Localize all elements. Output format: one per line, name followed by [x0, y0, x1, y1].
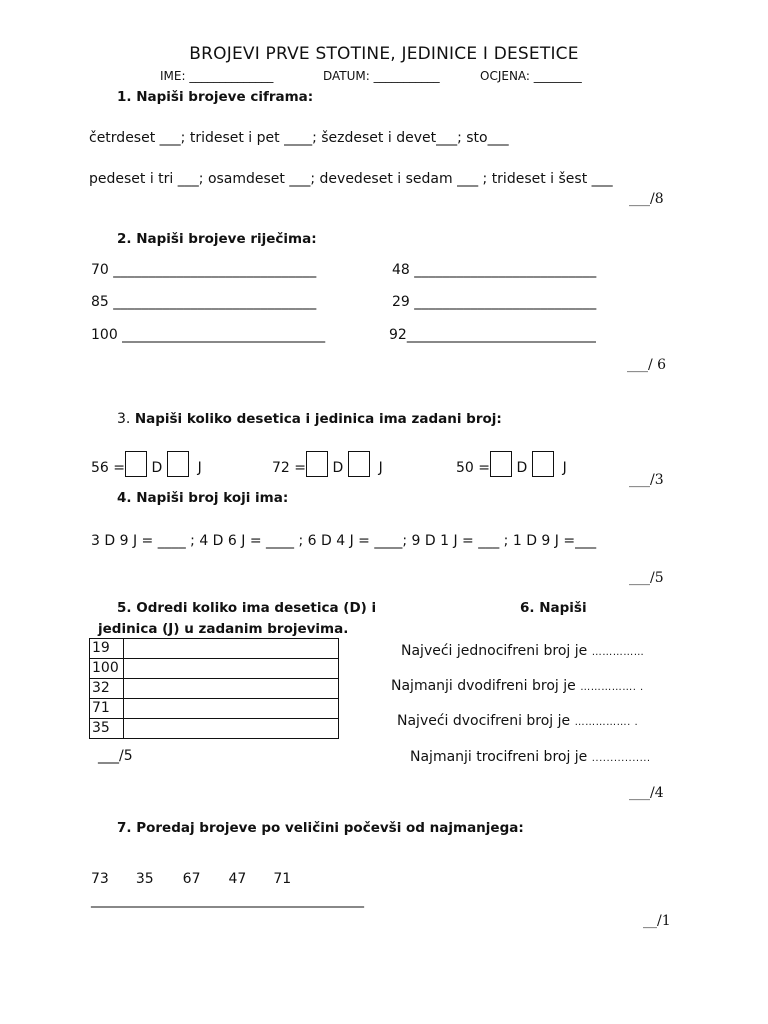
task6-answer-dots[interactable]: …………… — [591, 647, 645, 658]
table-answer-cell[interactable] — [124, 699, 339, 719]
ones-letter: J — [197, 460, 202, 476]
task3-score: ___/3 — [629, 472, 664, 488]
task6-answer-dots[interactable]: ……………. . — [574, 717, 639, 728]
ones-answer-box[interactable] — [532, 451, 554, 477]
task3-number: 3. — [117, 411, 131, 427]
table-number-cell: 19 — [90, 639, 124, 659]
task3-heading: Napiši koliko desetica i jedinica ima zadani broj: — [134, 411, 502, 427]
task2-score: ___/ 6 — [627, 357, 667, 373]
task7-number: 67 — [182, 871, 201, 887]
table-answer-cell[interactable] — [124, 659, 339, 679]
table-row — [90, 699, 339, 719]
task6-item-1 — [401, 644, 644, 658]
ones-letter: J — [378, 460, 383, 476]
task1-line2[interactable]: pedeset i tri ___; osamdeset ___; devedeset i sedam ___ ; trideset i šest ___ — [89, 171, 613, 187]
ones-answer-box[interactable] — [348, 451, 370, 477]
table-answer-cell[interactable] — [124, 719, 339, 739]
task2-row1-right[interactable]: 48 __________________________ — [392, 262, 597, 278]
task4-score: ___/5 — [629, 570, 664, 586]
task4-line[interactable]: 3 D 9 J = ____ ; 4 D 6 J = ____ ; 6 D 4 J = ____; 9 D 1 J = ___ ; 1 D 9 J =___ — [91, 533, 597, 549]
task6-item-text: Najveći jednocifreni broj je — [401, 643, 588, 659]
task1-line1[interactable]: četrdeset ___; trideset i pet ____; šezdeset i devet___; sto___ — [89, 130, 509, 146]
tens-answer-box[interactable] — [306, 451, 328, 477]
task4-heading: 4. Napiši broj koji ima: — [117, 490, 289, 506]
task1-score: ___/8 — [629, 191, 664, 207]
task2-row2-right[interactable]: 29 __________________________ — [392, 294, 597, 310]
task2-row1-left[interactable]: 70 _____________________________ — [91, 262, 317, 278]
tens-answer-box[interactable] — [490, 451, 512, 477]
task3-item-label: 50 = — [456, 460, 490, 476]
ones-answer-box[interactable] — [167, 451, 189, 477]
task7-numbers — [91, 872, 291, 886]
task5-heading-line2: jedinica (J) u zadanim brojevima. — [98, 621, 349, 637]
task3-item-2 — [272, 451, 383, 477]
task6-item-text: Najveći dvocifreni broj je — [397, 713, 571, 729]
task5-score: ___/5 — [98, 748, 133, 764]
table-row — [90, 679, 339, 699]
name-field[interactable]: IME: ______________ — [160, 69, 274, 83]
table-number-cell: 32 — [90, 679, 124, 699]
task7-score: __/1 — [643, 913, 671, 929]
table-answer-cell[interactable] — [124, 679, 339, 699]
task6-item-text: Najmanji dvodifreni broj je — [391, 678, 576, 694]
task6-score: ___/4 — [629, 785, 664, 801]
table-row — [90, 719, 339, 739]
task2-heading: 2. Napiši brojeve riječima: — [117, 231, 317, 247]
task6-item-text: Najmanji trocifreni broj je — [410, 749, 588, 765]
task6-heading: 6. Napiši — [520, 600, 587, 616]
task7-number: 35 — [135, 871, 154, 887]
table-row — [90, 659, 339, 679]
task7-answer-line[interactable]: _______________________________________ — [91, 892, 364, 908]
table-number-cell: 35 — [90, 719, 124, 739]
table-number-cell: 71 — [90, 699, 124, 719]
task6-answer-dots[interactable]: ................ — [591, 753, 651, 764]
table-number-cell: 100 — [90, 659, 124, 679]
table-answer-cell[interactable] — [124, 639, 339, 659]
task3-item-label: 72 = — [272, 460, 306, 476]
task6-answer-dots[interactable]: ……………. . — [580, 682, 644, 693]
tens-answer-box[interactable] — [125, 451, 147, 477]
task7-number: 73 — [91, 871, 109, 887]
task6-item-3 — [397, 714, 638, 728]
task5-table — [89, 638, 339, 739]
table-row — [90, 639, 339, 659]
tens-letter: D — [151, 460, 163, 476]
date-field[interactable]: DATUM: ___________ — [323, 69, 440, 83]
task6-item-2 — [391, 679, 644, 693]
task6-item-4 — [410, 750, 651, 764]
task7-number: 47 — [228, 871, 247, 887]
task7-heading: 7. Poredaj brojeve po veličini počevši od najmanjega: — [117, 820, 524, 836]
tens-letter: D — [332, 460, 344, 476]
ones-letter: J — [562, 460, 567, 476]
task2-row3-right[interactable]: 92___________________________ — [389, 327, 596, 343]
task7-number: 71 — [273, 871, 292, 887]
page-title: BROJEVI PRVE STOTINE, JEDINICE I DESETICE — [189, 44, 579, 64]
task5-heading-line1: 5. Odredi koliko ima desetica (D) i — [117, 600, 377, 616]
task2-row3-left[interactable]: 100 _____________________________ — [91, 327, 326, 343]
task2-row2-left[interactable]: 85 _____________________________ — [91, 294, 317, 310]
grade-field[interactable]: OCJENA: ________ — [480, 69, 582, 83]
task3-heading-line — [117, 412, 502, 427]
task1-heading: 1. Napiši brojeve ciframa: — [117, 89, 314, 105]
task3-item-label: 56 = — [91, 460, 125, 476]
task3-item-1 — [91, 451, 202, 477]
task3-item-3 — [456, 451, 567, 477]
tens-letter: D — [516, 460, 528, 476]
